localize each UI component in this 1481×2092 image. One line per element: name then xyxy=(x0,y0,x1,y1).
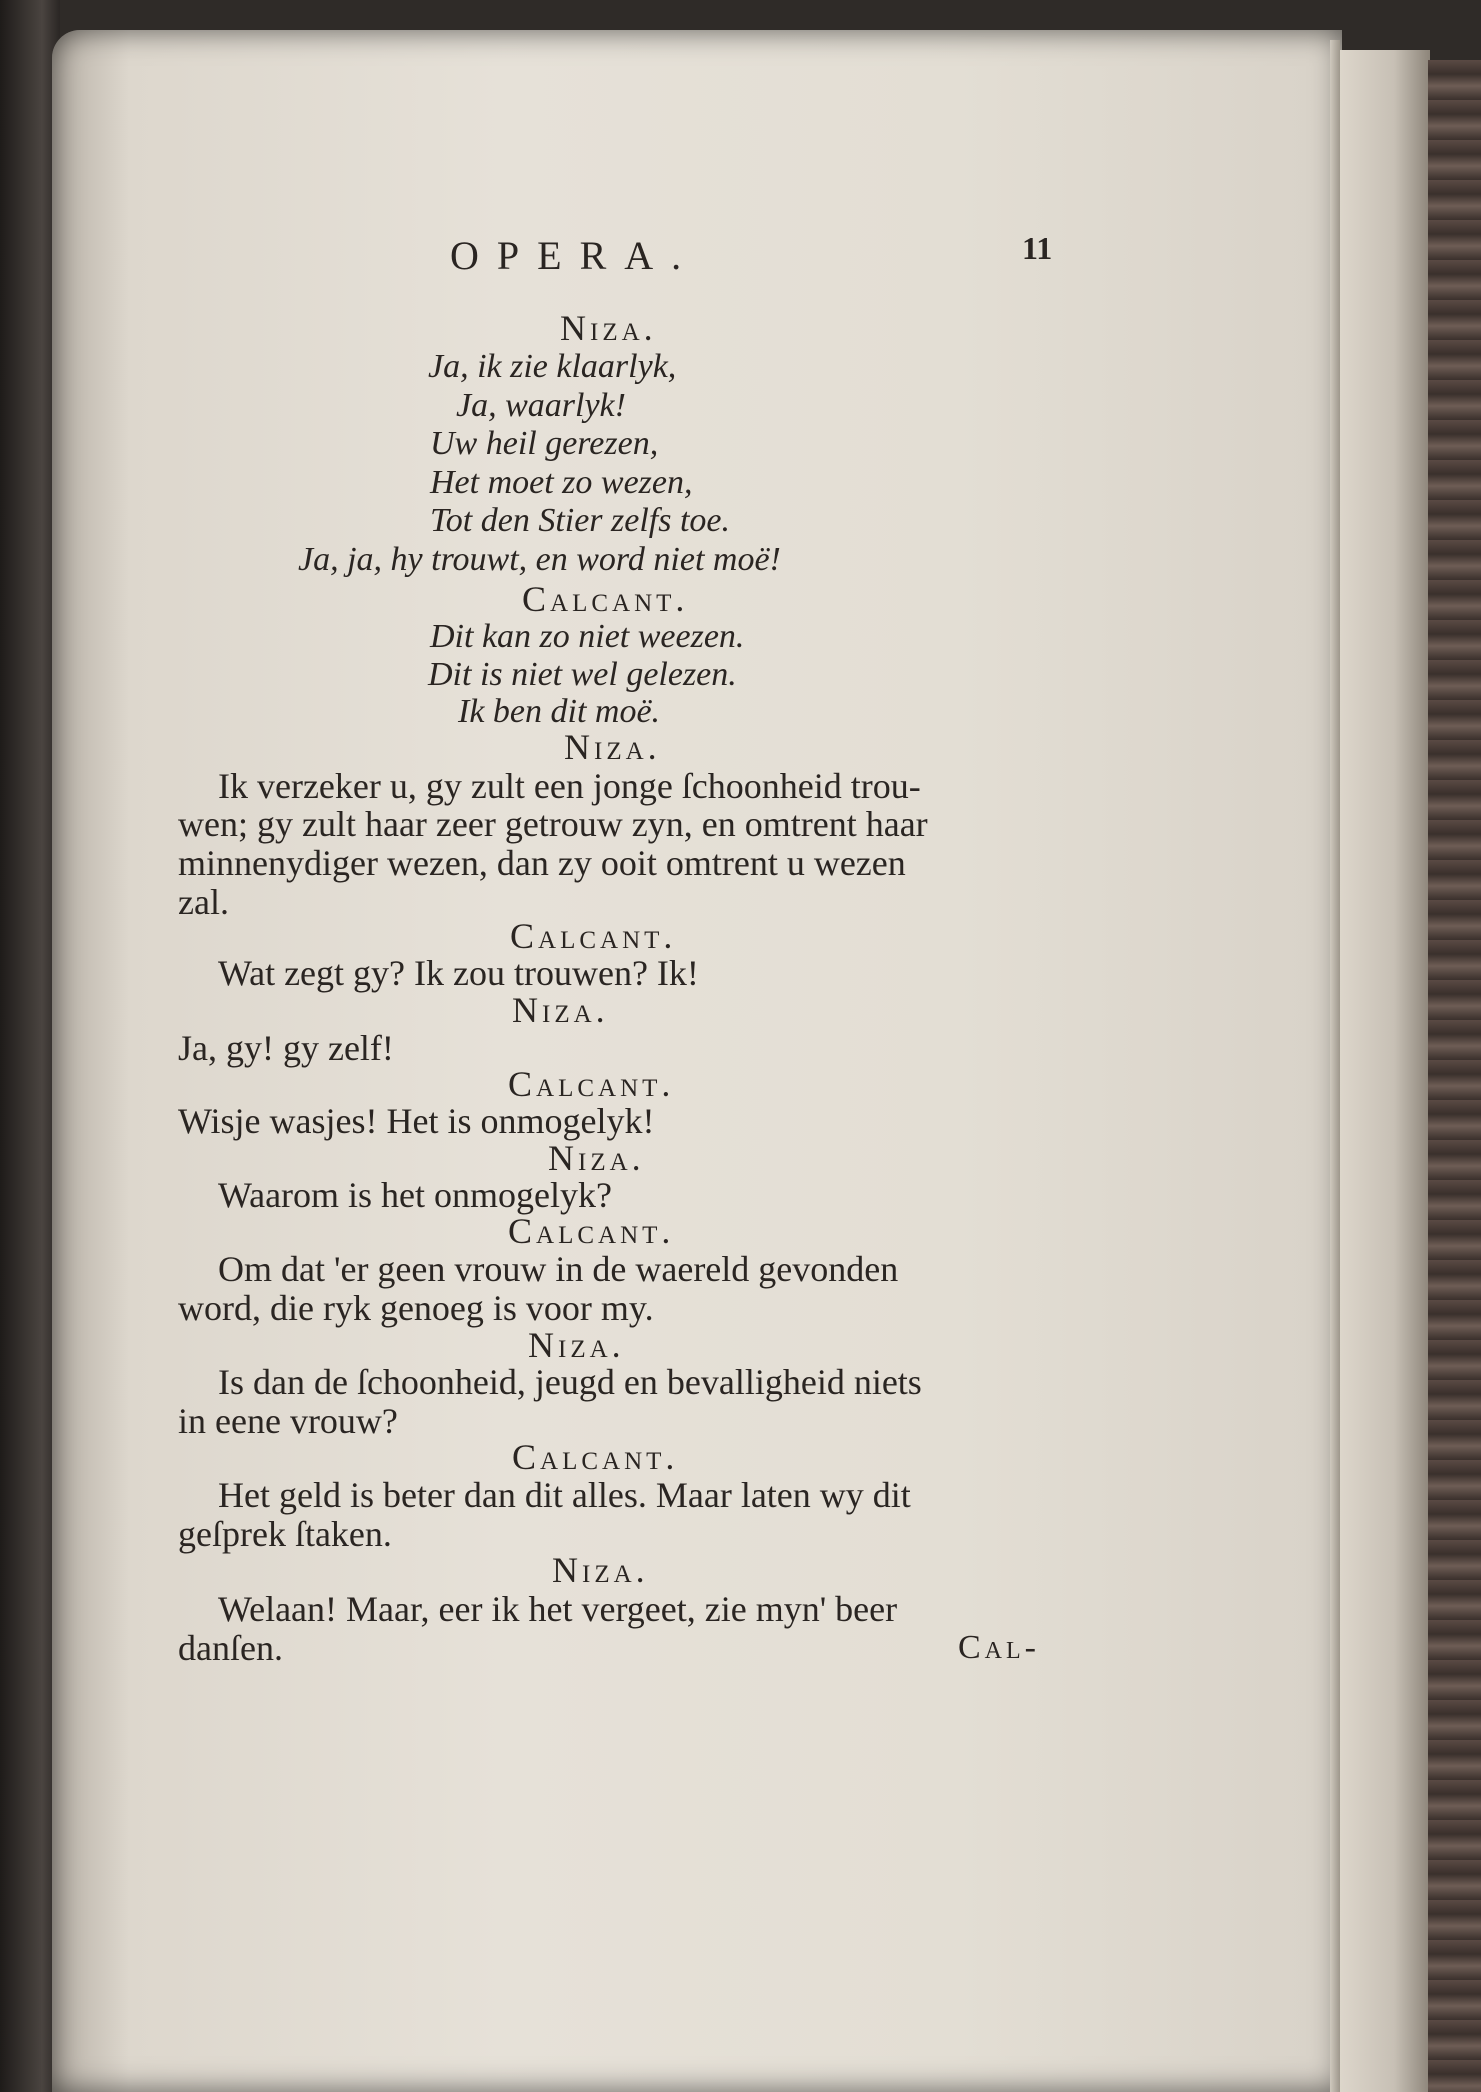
prose-line: Om dat 'er geen vrouw in de waereld gevonden xyxy=(218,1249,899,1289)
prose-line: Welaan! Maar, eer ik het vergeet, zie myn' beer xyxy=(218,1589,898,1629)
speaker-heading: Calcant. xyxy=(512,1437,679,1477)
speaker-heading: Calcant. xyxy=(508,1211,675,1251)
prose-line: Wat zegt gy? Ik zou trouwen? Ik! xyxy=(218,953,699,993)
speaker-heading: Niza. xyxy=(564,727,661,767)
prose-line: wen; gy zult haar zeer getrouw zyn, en omtrent haar xyxy=(178,804,928,844)
verse-line: Dit kan zo niet weezen. xyxy=(430,618,745,655)
catchword: Cal- xyxy=(958,1629,1040,1666)
prose-line: Waarom is het onmogelyk? xyxy=(218,1175,612,1215)
prose-line: Ik verzeker u, gy zult een jonge ſchoonheid trou- xyxy=(218,766,921,806)
prose-line: danſen. xyxy=(178,1628,283,1668)
prose-line: Wisje wasjes! Het is onmogelyk! xyxy=(178,1101,655,1141)
speaker-heading: Niza. xyxy=(560,308,657,348)
speaker-heading: Calcant. xyxy=(510,916,677,956)
verse-line: Ja, waarlyk! xyxy=(456,387,626,424)
verse-line: Ik ben dit moë. xyxy=(458,693,661,730)
prose-line: Het geld is beter dan dit alles. Maar laten wy dit xyxy=(218,1475,911,1515)
speaker-heading: Niza. xyxy=(528,1325,625,1365)
speaker-heading: Calcant. xyxy=(522,579,689,619)
verse-line: Het moet zo wezen, xyxy=(430,464,693,501)
prose-line: geſprek ſtaken. xyxy=(178,1514,392,1554)
page-number: 11 xyxy=(1022,230,1053,266)
prose-line: minnenydiger wezen, dan zy ooit omtrent u wezen xyxy=(178,843,906,883)
verse-line: Ja, ja, hy trouwt, en word niet moë! xyxy=(298,541,781,578)
verse-line: Dit is niet wel gelezen. xyxy=(428,656,737,693)
verse-line: Tot den Stier zelfs toe. xyxy=(430,502,731,539)
speaker-heading: Niza. xyxy=(552,1550,649,1590)
prose-line: Is dan de ſchoonheid, jeugd en bevalligheid niets xyxy=(218,1362,922,1402)
speaker-heading: Niza. xyxy=(548,1138,645,1178)
prose-line: zal. xyxy=(178,882,229,922)
verse-line: Ja, ik zie klaarlyk, xyxy=(428,348,677,385)
speaker-heading: Calcant. xyxy=(508,1064,675,1104)
speaker-heading: Niza. xyxy=(512,990,609,1030)
prose-line: in eene vrouw? xyxy=(178,1401,398,1441)
prose-line: Ja, gy! gy zelf! xyxy=(178,1028,394,1068)
running-title: OPERA. xyxy=(450,233,700,278)
prose-line: word, die ryk genoeg is voor my. xyxy=(178,1288,654,1328)
verse-line: Uw heil gerezen, xyxy=(430,425,659,462)
